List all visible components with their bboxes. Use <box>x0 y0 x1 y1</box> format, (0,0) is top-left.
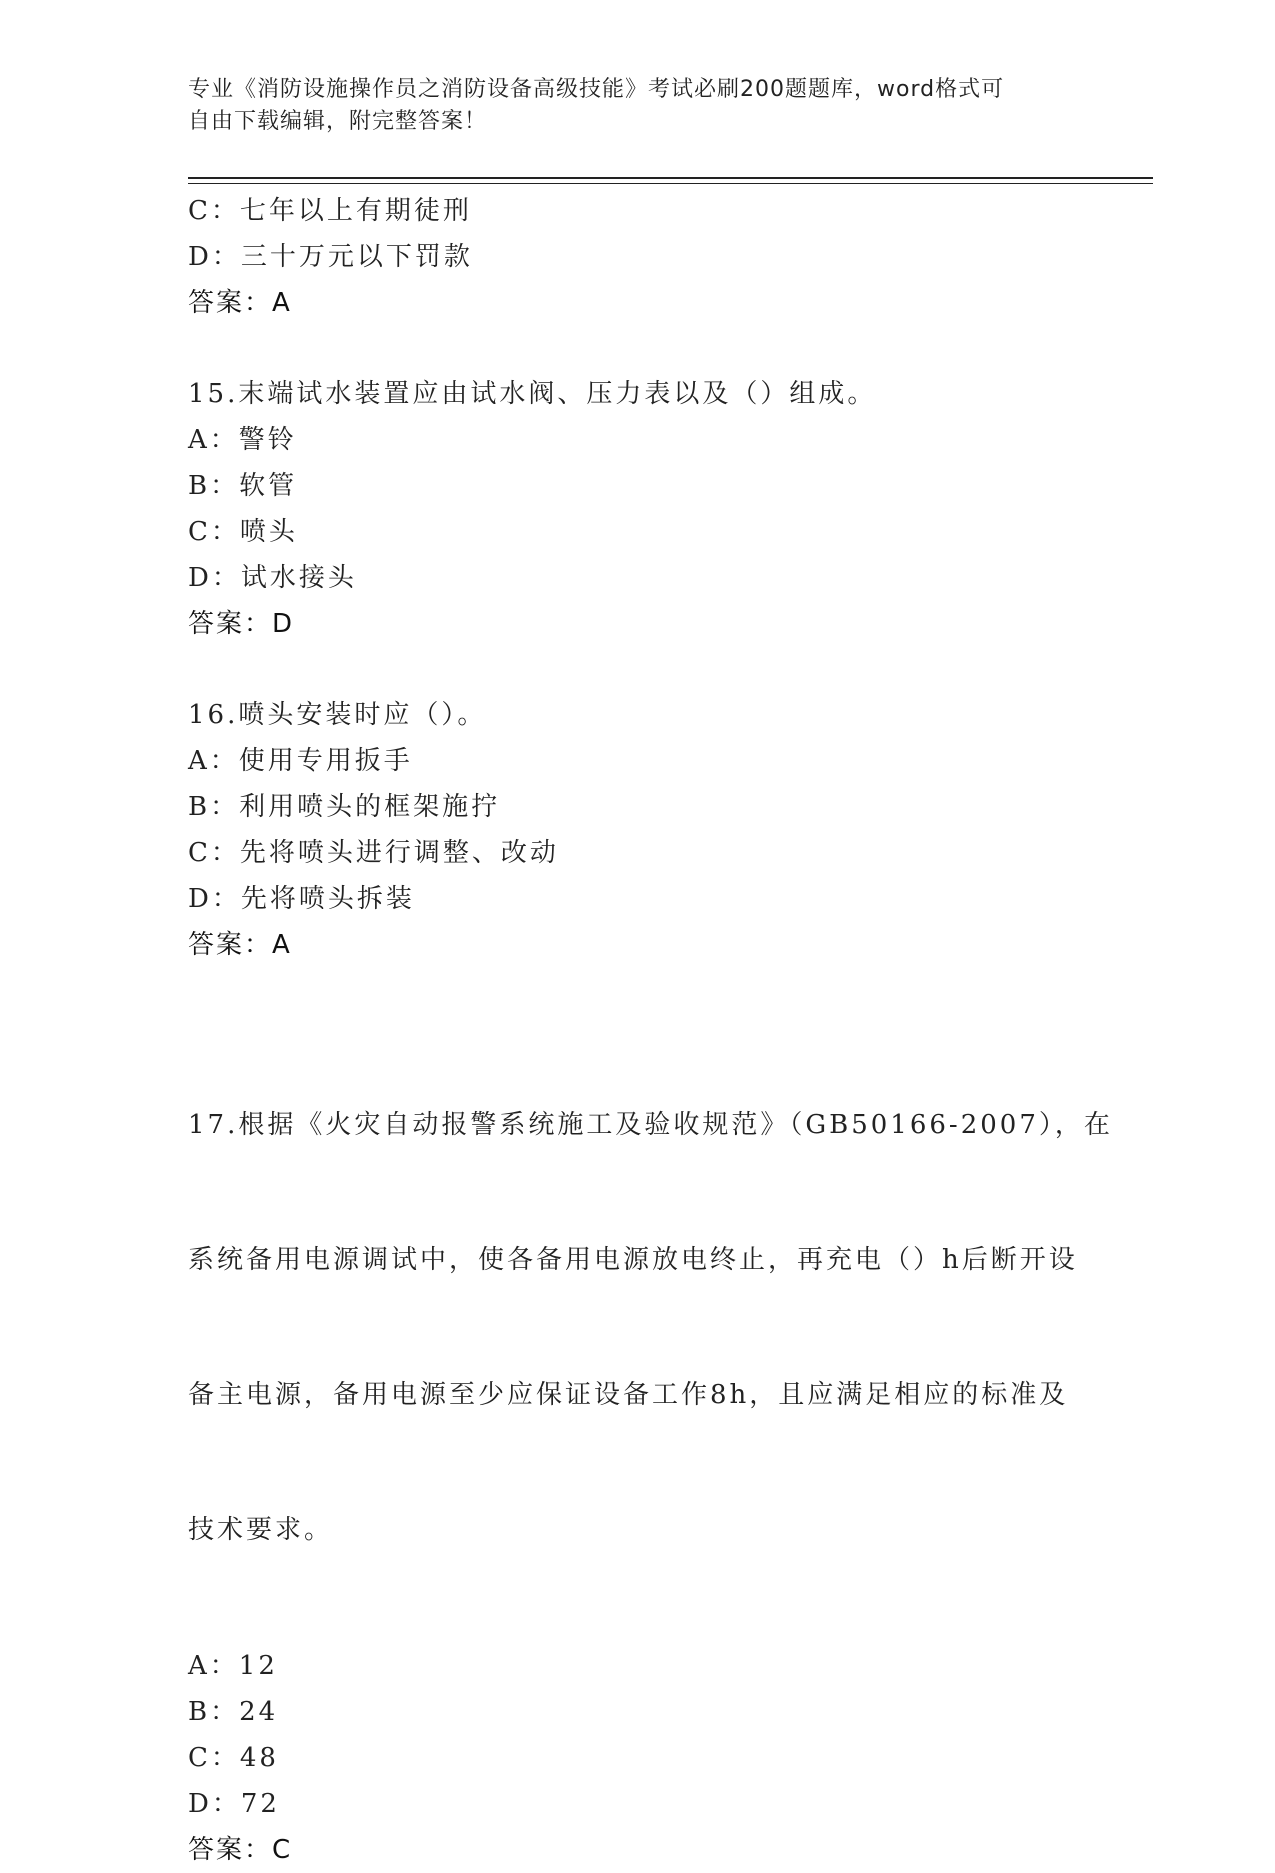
question-16-option-b: B：利用喷头的框架施拧 <box>188 792 501 822</box>
question-content <box>188 188 1113 1873</box>
question-16-option-a: A：使用专用扳手 <box>188 746 413 776</box>
question-17-option-b: B：24 <box>188 1697 279 1727</box>
spacer <box>188 968 1088 1013</box>
question-15-option-b: B：软管 <box>188 471 298 501</box>
spacer <box>188 647 1088 692</box>
question-15-option-d: D：试水接头 <box>188 563 357 593</box>
question-17-answer: 答案：C <box>188 1835 293 1865</box>
question-15-answer: 答案：D <box>188 609 295 639</box>
prev-option-c: C：七年以上有期徒刑 <box>188 196 472 226</box>
question-17-line-1: 17.根据《火灾自动报警系统施工及验收规范》（GB50166-2007），在 <box>188 1110 1113 1140</box>
question-17-option-a: A：12 <box>188 1651 278 1681</box>
spacer <box>188 326 1088 371</box>
question-16-option-d: D：先将喷头拆装 <box>188 884 415 914</box>
prev-option-d: D：三十万元以下罚款 <box>188 242 473 272</box>
question-17-line-4: 技术要求。 <box>188 1515 334 1545</box>
prev-answer: 答案：A <box>188 288 292 318</box>
question-16-text: 16.喷头安装时应（）。 <box>188 700 487 730</box>
header-line-2: 自由下载编辑，附完整答案！ <box>188 109 488 134</box>
document-header <box>188 74 1068 138</box>
question-15-text: 15.末端试水装置应由试水阀、压力表以及（）组成。 <box>188 379 877 409</box>
question-17-option-d: D：72 <box>188 1789 280 1819</box>
header-divider-thick <box>188 177 1153 179</box>
question-17-line-2: 系统备用电源调试中，使各备用电源放电终止，再充电（）h后断开设 <box>188 1245 1078 1275</box>
header-divider-thin <box>188 183 1153 184</box>
question-17-line-3: 备主电源，备用电源至少应保证设备工作8h，且应满足相应的标准及 <box>188 1380 1069 1410</box>
question-16-option-c: C：先将喷头进行调整、改动 <box>188 838 559 868</box>
question-15-option-a: A：警铃 <box>188 425 297 455</box>
question-17-text <box>188 1013 1113 1643</box>
question-17-option-c: C：48 <box>188 1743 279 1773</box>
header-line-1: 专业《消防设施操作员之消防设备高级技能》考试必刷200题题库，word格式可 <box>188 77 1005 102</box>
question-15-option-c: C：喷头 <box>188 517 298 547</box>
question-16-answer: 答案：A <box>188 930 292 960</box>
